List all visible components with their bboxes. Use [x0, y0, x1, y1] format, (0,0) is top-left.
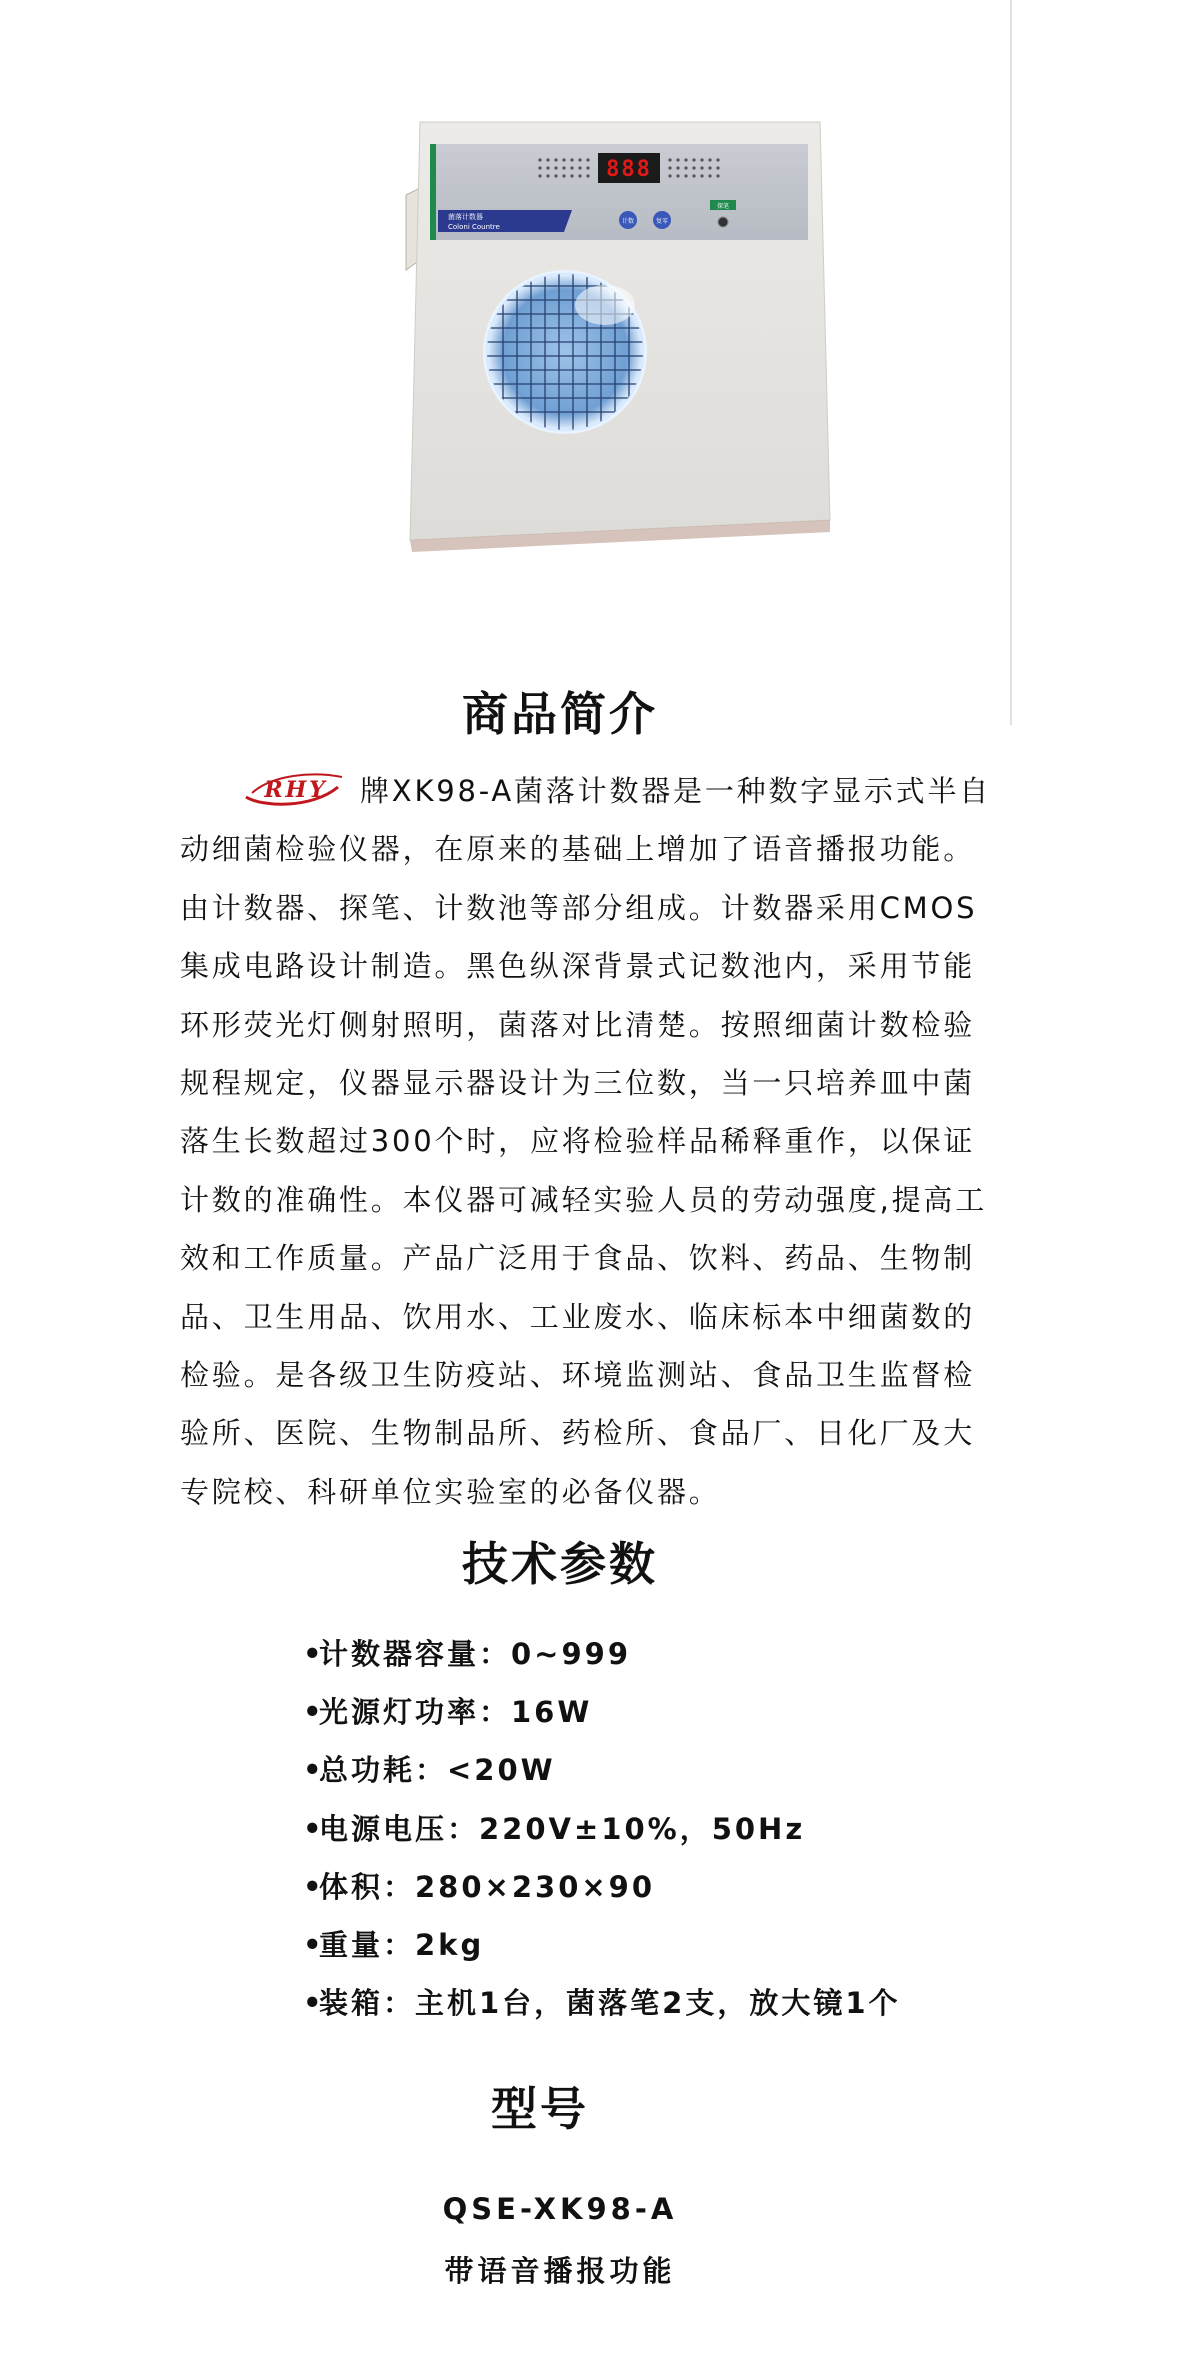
probe-label: 探笔 [716, 203, 730, 210]
spec-item [303, 1858, 1003, 1916]
intro-line: 规程规定，仪器显示器设计为三位数，当一只培养皿中菌 [180, 1065, 976, 1100]
spec-item [303, 1741, 1003, 1799]
panel-stripe [430, 144, 436, 240]
intro-line: 由计数器、探笔、计数池等部分组成。计数器采用CMOS [180, 890, 978, 925]
intro-line: 环形荧光灯侧射照明，菌落对比清楚。按照细菌计数检验 [180, 1007, 976, 1042]
spec-list [303, 1625, 1003, 2032]
model-note: 带语音播报功能 [444, 2254, 676, 2288]
intro-heading: 商品简介 [462, 687, 658, 741]
spec-text: 装箱：主机1台，菌落笔2支，放大镜1个 [319, 1986, 901, 2021]
panel-label-cn: 菌落计数器 [448, 213, 483, 221]
bullet-icon: • [303, 1753, 325, 1788]
bullet-icon: • [303, 1986, 325, 2021]
intro-line: 计数的准确性。本仪器可减轻实验人员的劳动强度,提高工 [180, 1182, 988, 1217]
display-digits: 888 [606, 157, 652, 182]
reset-button-label: 复零 [655, 218, 669, 225]
divider-line [1010, 0, 1012, 725]
spec-text: 重量：2kg [319, 1927, 485, 1962]
bullet-icon: • [303, 1695, 325, 1730]
spec-text: 体积：280×230×90 [319, 1869, 656, 1904]
intro-line: 验所、医院、生物制品所、药检所、食品厂、日化厂及大 [180, 1416, 976, 1451]
intro-line: 动细菌检验仪器，在原来的基础上增加了语音播报功能。 [180, 832, 976, 867]
bullet-icon: • [303, 1927, 325, 1962]
spec-item [303, 1683, 1003, 1741]
bullet-icon: • [303, 1869, 325, 1904]
dish-reflection [575, 285, 635, 325]
intro-line: 集成电路设计制造。黑色纵深背景式记数池内，采用节能 [180, 949, 976, 984]
spec-item [303, 1916, 1003, 1974]
probe-jack[interactable] [718, 217, 728, 227]
spec-text: 计数器容量：0~999 [319, 1637, 632, 1671]
spec-text: 光源灯功率：16W [319, 1695, 593, 1730]
bullet-icon: • [303, 1811, 325, 1846]
brand-logo [242, 767, 350, 811]
model-code: QSE-XK98-A [442, 2192, 678, 2226]
brand-logo-text: RHY [264, 777, 328, 803]
intro-line-text: 牌XK98-A菌落计数器是一种数字显示式半自 [360, 774, 992, 808]
intro-line: 效和工作质量。产品广泛用于食品、饮料、药品、生物制 [180, 1241, 976, 1276]
panel-label-en: Coloni Countre [448, 223, 500, 231]
colony-counter-illustration [390, 100, 850, 570]
intro-line: 检验。是各级卫生防疫站、环境监测站、食品卫生监督检 [180, 1357, 976, 1392]
params-heading: 技术参数 [462, 1537, 658, 1591]
product-image [390, 100, 850, 570]
bullet-icon: • [303, 1637, 325, 1671]
spec-item [303, 1974, 1003, 2032]
spec-text: 总功耗：<20W [319, 1753, 556, 1788]
count-button-label: 计数 [621, 218, 635, 225]
spec-text: 电源电压：220V±10%，50Hz [319, 1811, 806, 1846]
intro-line [180, 762, 1030, 820]
spec-item [303, 1625, 1003, 1683]
model-heading: 型号 [491, 2082, 589, 2136]
intro-line: 品、卫生用品、饮用水、工业废水、临床标本中细菌数的 [180, 1299, 976, 1334]
intro-paragraph [180, 762, 1030, 1521]
intro-line: 专院校、科研单位实验室的必备仪器。 [180, 1474, 721, 1509]
intro-line: 落生长数超过300个时，应将检验样品稀释重作，以保证 [180, 1124, 976, 1159]
spec-item [303, 1800, 1003, 1858]
